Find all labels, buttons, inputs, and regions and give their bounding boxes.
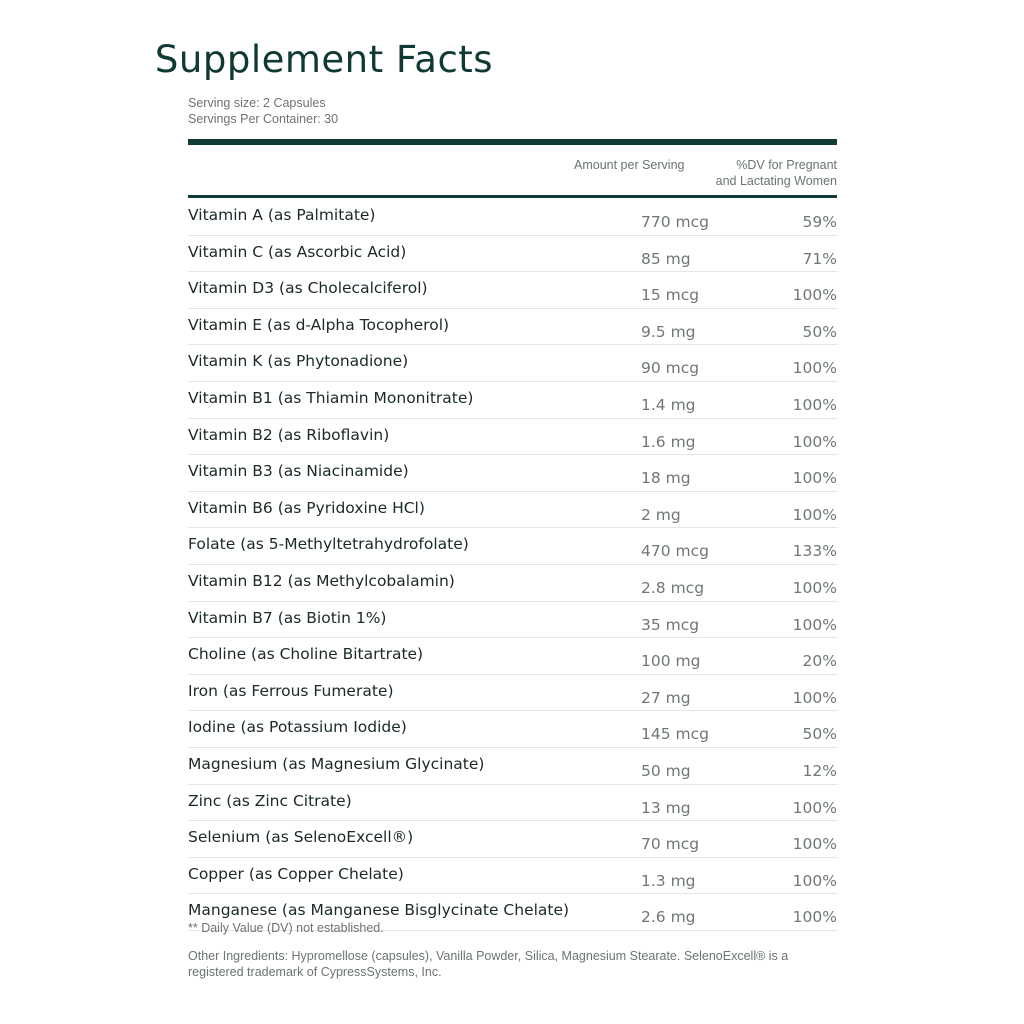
header-divider xyxy=(188,195,837,198)
nutrient-dv: 100% xyxy=(792,578,837,597)
table-row xyxy=(188,638,837,675)
nutrient-name: Vitamin K (as Phytonadione) xyxy=(188,352,409,371)
nutrient-name: Vitamin B1 (as Thiamin Mononitrate) xyxy=(188,388,474,407)
nutrient-dv: 100% xyxy=(792,395,837,414)
nutrient-dv: 71% xyxy=(802,249,837,268)
nutrient-name: Choline (as Choline Bitartrate) xyxy=(188,645,424,664)
supplement-facts-panel xyxy=(188,0,837,1024)
table-row xyxy=(188,785,837,822)
table-row xyxy=(188,565,837,602)
nutrient-dv: 100% xyxy=(792,469,837,488)
amount-column-header: Amount per Serving xyxy=(574,158,685,172)
nutrient-dv: 100% xyxy=(792,871,837,890)
nutrient-amount: 770 mcg xyxy=(641,213,709,231)
nutrient-amount: 13 mg xyxy=(641,798,691,817)
nutrient-table xyxy=(188,199,837,931)
nutrient-name: Folate (as 5-Methyltetrahydrofolate) xyxy=(188,535,469,554)
nutrient-name: Copper (as Copper Chelate) xyxy=(188,864,404,883)
nutrient-name: Vitamin D3 (as Cholecalciferol) xyxy=(188,279,428,298)
nutrient-name: Vitamin B6 (as Pyridoxine HCl) xyxy=(188,498,425,517)
table-row xyxy=(188,419,837,456)
nutrient-dv: 100% xyxy=(792,688,837,707)
nutrient-name: Iron (as Ferrous Fumerate) xyxy=(188,681,394,700)
table-row xyxy=(188,309,837,346)
nutrient-name: Vitamin B2 (as Riboflavin) xyxy=(188,425,390,444)
nutrient-name: Manganese (as Manganese Bisglycinate Chelate) xyxy=(188,901,570,920)
table-row xyxy=(188,858,837,895)
nutrient-amount: 100 mg xyxy=(641,652,701,671)
servings-per-container: Servings Per Container: 30 xyxy=(188,112,339,126)
nutrient-amount: 18 mg xyxy=(641,469,691,488)
nutrient-dv: 100% xyxy=(792,359,837,378)
page-title: Supplement Facts xyxy=(154,38,494,81)
nutrient-dv: 100% xyxy=(792,432,837,451)
table-row xyxy=(188,492,837,529)
nutrient-name: Vitamin B12 (as Methylcobalamin) xyxy=(188,571,455,590)
table-row xyxy=(188,528,837,565)
nutrient-amount: 470 mcg xyxy=(641,542,709,561)
nutrient-dv: 100% xyxy=(792,286,837,305)
nutrient-name: Selenium (as SelenoExcell®) xyxy=(188,828,414,847)
nutrient-name: Vitamin B3 (as Niacinamide) xyxy=(188,462,409,481)
nutrient-name: Zinc (as Zinc Citrate) xyxy=(188,791,352,810)
nutrient-dv: 100% xyxy=(792,615,837,634)
dv-column-header xyxy=(677,157,837,189)
serving-size: Serving size: 2 Capsules xyxy=(188,96,326,110)
nutrient-amount: 2.8 mcg xyxy=(641,578,705,597)
nutrient-dv: 12% xyxy=(802,761,837,780)
nutrient-name: Vitamin C (as Ascorbic Acid) xyxy=(188,242,407,261)
nutrient-name: Magnesium (as Magnesium Glycinate) xyxy=(188,754,485,773)
nutrient-amount: 90 mcg xyxy=(641,359,700,378)
table-row xyxy=(188,675,837,712)
nutrient-dv: 100% xyxy=(792,835,837,854)
nutrient-amount: 1.4 mg xyxy=(641,395,696,414)
nutrient-dv: 50% xyxy=(802,725,837,744)
nutrient-dv: 59% xyxy=(802,213,837,231)
nutrient-amount: 2.6 mg xyxy=(641,908,696,927)
daily-value-note: ** Daily Value (DV) not established. xyxy=(188,921,384,935)
nutrient-amount: 27 mg xyxy=(641,688,691,707)
table-row xyxy=(188,602,837,639)
table-row xyxy=(188,382,837,419)
table-row xyxy=(188,711,837,748)
nutrient-amount: 2 mg xyxy=(641,505,681,524)
nutrient-amount: 15 mcg xyxy=(641,286,700,305)
nutrient-amount: 145 mcg xyxy=(641,725,709,744)
nutrient-name: Iodine (as Potassium Iodide) xyxy=(188,718,407,737)
table-row xyxy=(188,272,837,309)
nutrient-dv: 100% xyxy=(792,798,837,817)
nutrient-dv: 20% xyxy=(802,652,837,671)
nutrient-amount: 85 mg xyxy=(641,249,691,268)
nutrient-name: Vitamin B7 (as Biotin 1%) xyxy=(188,608,387,627)
other-ingredients: Other Ingredients: Hypromellose (capsules), Vanilla Powder, Silica, Magnesium Stearate. SelenoExcell® is a registered trademark of CypressSystems, Inc. xyxy=(188,949,789,979)
table-row xyxy=(188,236,837,273)
table-row xyxy=(188,748,837,785)
dv-header-line-2: and Lactating Women xyxy=(715,174,837,188)
dv-header-line-1: %DV for Pregnant xyxy=(736,158,837,172)
table-row xyxy=(188,821,837,858)
nutrient-amount: 50 mg xyxy=(641,761,691,780)
nutrient-amount: 1.3 mg xyxy=(641,871,696,890)
table-row xyxy=(188,455,837,492)
nutrient-dv: 100% xyxy=(792,908,837,927)
nutrient-dv: 100% xyxy=(792,505,837,524)
nutrient-amount: 35 mcg xyxy=(641,615,700,634)
nutrient-dv: 50% xyxy=(802,322,837,341)
nutrient-name: Vitamin E (as d-Alpha Tocopherol) xyxy=(188,315,450,334)
top-divider xyxy=(188,139,837,145)
nutrient-dv: 133% xyxy=(792,542,837,561)
nutrient-name: Vitamin A (as Palmitate) xyxy=(188,206,376,224)
table-row xyxy=(188,199,837,236)
nutrient-amount: 1.6 mg xyxy=(641,432,696,451)
nutrient-amount: 9.5 mg xyxy=(641,322,696,341)
nutrient-amount: 70 mcg xyxy=(641,835,700,854)
table-row xyxy=(188,345,837,382)
